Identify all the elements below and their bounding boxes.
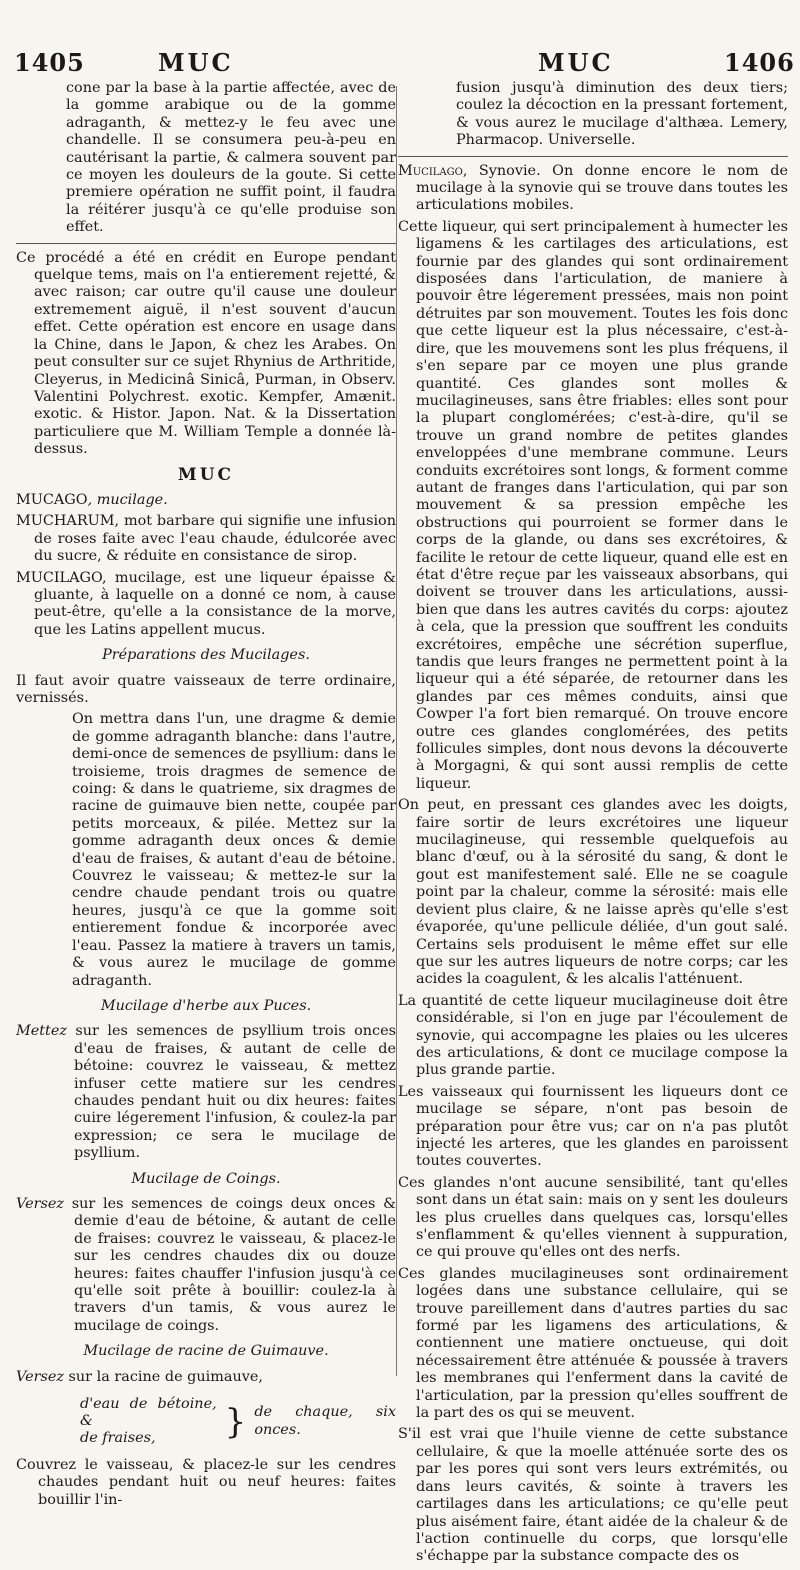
recipe-text: sur la racine de guimauve, [63, 1368, 263, 1385]
ingredient-brace-row [80, 1396, 396, 1447]
section-rule [398, 156, 788, 157]
entry-mucharum [16, 513, 396, 565]
entry-mucago [16, 492, 396, 509]
recipe-text: sur les semences de coings deux onces & demie d'eau de bétoine, & autant de celle de fraises: couvrez le vaisseau, & placez-le sur les cendres chaudes dix ou douze heures: faites chauffer l'infusion jusqu'à ce qu'elle soit prête à bouillir: coulez-la à travers d'un tamis, & vous aurez le mucilage de coings. [63, 1195, 396, 1334]
section-heading-muc: MUC [177, 464, 235, 485]
synovie-paragraph-2: On peut, en pressant ces glandes avec les doigts, faire sortir de leurs excrétoires une liqueur mucilagineuse, qui ressemble quelquefois au blanc d'œuf, ou à la sérosité du sang, & dont le gout est manifestement salé. Elle ne se coagule point par la chaleur, comme la sérosité: mais elle devient plus claire, & ne laisse après qu'elle s'est évaporée, qu'une pellicule déliée, d'un gout salé. Certains sels produisent le même effet sur elle que sur les autres liqueurs de notre corps; car les acides la coagulent, & les alcalis l'atténuent. [398, 797, 788, 988]
subheading-coings: Mucilage de Coings. [131, 1170, 281, 1187]
entry-definition: , mot barbare qui signifie une infusion de roses faite avec l'eau chaude, édulcorée avec du sucre, & réduite en consistance de sirop. [34, 513, 396, 565]
entry-mucilago [16, 570, 396, 640]
right-page-number: 1406 [724, 48, 795, 77]
synovie-paragraph-7: S'il est vrai que l'huile vienne de cette substance cellulaire, & que la moelle atténuée sorte des os par les pores qui sont vers leurs extrémités, ou dans leurs cavités, & sointe à travers les cartilages dans les articulations; ce qu'elle peut plus aisément faire, étant aidée de la chaleur & de l'action continuelle du corps, que lorsqu'elle s'échappe par la substance compacte des os [398, 1426, 788, 1565]
entry-term: Mucilago [398, 162, 463, 179]
ingredient-line: d'eau de bétoine, & [80, 1396, 217, 1430]
recipe-final-line: Couvrez le vaisseau, & placez-le sur les cendres chaudes pendant huit ou neuf heures: faites bouillir l'in- [16, 1457, 396, 1508]
quantity-each: de chaque, six onces. [254, 1404, 396, 1438]
recipe-puces [16, 1023, 396, 1162]
subheading-guimauve: Mucilage de racine de Guimauve. [83, 1343, 329, 1360]
synovie-paragraph-4: Les vaisseaux qui fournissent les liqueurs dont ce mucilage se sépare, n'ont pas besoin de préparation pour être vus; car on n'a pas plutôt injecté les arteres, que les glandes en paroissent toutes couvertes. [398, 1083, 788, 1170]
entry-term: MUCAGO [16, 491, 88, 508]
left-page-number: 1405 [14, 48, 85, 77]
ingredient-line: de fraises, [80, 1430, 156, 1447]
right-running-headword: MUC [538, 48, 614, 77]
ingredient-list [80, 1396, 217, 1447]
entry-term: MUCILAGO [16, 569, 102, 586]
brace-glyph: } [224, 1401, 247, 1442]
recipe-lead-word: Mettez [16, 1023, 67, 1040]
synovie-paragraph-1: Cette liqueur, qui sert principalement à humecter les ligamens & les cartilages des articulations, est fournie par des glandes qui sont ordinairement disposées dans l'articulation, de maniere à pouvoir être légerement pressées, mais non point détruites par son mouvement. Toutes les fois donc que cette liqueur est la plus nécessaire, c'est-à-dire, que les mouvemens sont les plus fréquens, il s'en separe par ce moyen une plus grande quantité. Ces glandes sont molles & mucilagineuses, sans être friables: elles sont pour la plupart conglomérées; c'est-à-dire, qu'il se trouve un grand nombre de petites glandes enveloppées d'une membrane commune. Leurs conduits excrétoires sont longs, & forment comme autant de franges dans l'articulation, qui par son mouvement & sa pression empêche les obstructions qui pourroient se former dans le corps de la glande, ou dans ses excrétoires, & facilite le retour de cette liqueur, quand elle est en état d'être reçue par les vaisseaux absorbans, qui doivent se trouver dans les articulations, aussi-bien que dans les autres cavités du corps: ajoutez à cela, que la pression que souffrent les conduits excrétoires, empêche une sécrétion superflue, tandis que leurs franges ne permettent point à la liqueur qui a été séparée, de retourner dans les glandes par ces mêmes conduits, ainsi que Cowper l'a fort bien remarqué. On trouve encore outre ces glandes conglomérées, des petits follicules simples, dont nous devons la découverte à Morgagni, & qui sont aussi remplis de cette liqueur. [398, 218, 788, 792]
right-column [398, 80, 788, 1570]
synovie-paragraph-3: La quantité de cette liqueur mucilagineuse doit être considérable, si l'on en juge par l'écoulement de synovie, qui accompagne les plaies ou les ulceres des articulations, & dont ce mucilage compose la plus grande partie. [398, 992, 788, 1079]
recipe-lead-word: Versez [16, 1368, 64, 1385]
entry-mucilago-synovie [398, 163, 788, 215]
entry-definition: , mucilage, est une liqueur épaisse & gluante, à laquelle on a donné ce nom, à cause peut-être, qu'elle a la consistance de la morve, que les Latins appellent mucus. [34, 569, 396, 638]
synovie-paragraph-6: Ces glandes mucilagineuses sont ordinairement logées dans une substance cellulaire, qui se trouve pareillement dans d'autres parties du sac formé par les ligamens des articulations, & contiennent une matiere onctueuse, qui doit nécessairement être atténuée & poussée à travers les membranes qui l'enferment dans la cavité de l'articulation, par la pression qu'elles souffrent de la part des os qui se meuvent. [398, 1265, 788, 1422]
column-divider [396, 86, 397, 1376]
prep-body: On mettra dans l'un, une dragme & demie de gomme adraganth blanche: dans l'autre, demi-once de semences de psyllium: dans le troisieme, trois dragmes de semence de coing: & dans le quatrieme, six dragmes de racine de guimauve bien nette, coupée par petits morceaux, & pilée. Mettez sur la gomme adraganth deux onces & demie d'eau de fraises, & autant d'eau de bétoine. Couvrez le vaisseau; & mettez-le sur la cendre chaude pendant trois ou quatre heures, jusqu'à ce que la gomme soit entierement fondue & incorporée avec l'eau. Passez la matiere à travers un tamis, & vous aurez le mucilage de gomme adraganth. [72, 711, 396, 989]
synovie-paragraph-5: Ces glandes n'ont aucune sensibilité, tant qu'elles sont dans un état sain: mais on y sent les douleurs les plus cruelles dans quelques cas, lorsqu'elles s'enflamment & qu'elles viennent à suppuration, ce qui prouve qu'elles ont des nerfs. [398, 1174, 788, 1261]
recipe-guimauve [16, 1369, 396, 1386]
credit-paragraph: Ce procédé a été en crédit en Europe pendant quelque tems, mais on l'a entierement rejetté, & avec raison; car outre qu'il cause une douleur extremement aiguë, il n'est souvent d'aucun effet. Cette opération est encore en usage dans la Chine, dans le Japon, & chez les Arabes. On peut consulter sur ce sujet Rhynius de Arthritide, Cleyerus, in Medicinâ Sinicâ, Purman, in Observ. Valentini Polychrest. exotic. Kempfer, Amænit. exotic. & Histor. Japon. Nat. & la Dissertation particuliere que M. William Temple a donnée là-dessus. [16, 249, 396, 458]
recipe-lead-word: Versez [16, 1195, 64, 1212]
recipe-coings [16, 1196, 396, 1335]
subheading-puces: Mucilage d'herbe aux Puces. [100, 997, 312, 1014]
entry-definition: , mucilage. [87, 491, 168, 508]
left-running-headword: MUC [158, 48, 234, 77]
recipe-text: sur les semences de psyllium trois onces d'eau de fraises, & autant de celle de bétoine: couvrez le vaisseau, & mettez infuser cette matiere sur les cendres chaudes pendant huit ou dix heures: faites cuire légerement l'infusion, & coulez-la par expression; ce sera le mucilage de psyllium. [66, 1023, 396, 1162]
intro-paragraph: cone par la base à la partie affectée, avec de la gomme arabique ou de la gomme adraganth, & mettez-y le feu avec une chandelle. Il se consumera peu-à-peu en cautérisant la partie, & calmera souvent par ce moyen les douleurs de la goute. Si cette premiere opération ne suffit point, il faudra la réitérer jusqu'à ce qu'elle produise son effet. [66, 80, 396, 236]
entry-definition: , Synovie. On donne encore le nom de mucilage à la synovie qui se trouve dans toutes les articulations mobiles. [416, 162, 788, 214]
left-column [16, 80, 396, 1513]
section-rule [16, 243, 396, 244]
entry-term: MUCHARUM [16, 513, 115, 530]
prep-intro: Il faut avoir quatre vaisseaux de terre ordinaire, vernissés. [16, 672, 396, 706]
subheading-preparations: Préparations des Mucilages. [102, 647, 310, 664]
continuation-paragraph: fusion jusqu'à diminution des deux tiers; coulez la décoction en la pressant fortement, & vous aurez le mucilage d'althæa. Lemery, Pharmacop. Universelle. [456, 80, 788, 149]
